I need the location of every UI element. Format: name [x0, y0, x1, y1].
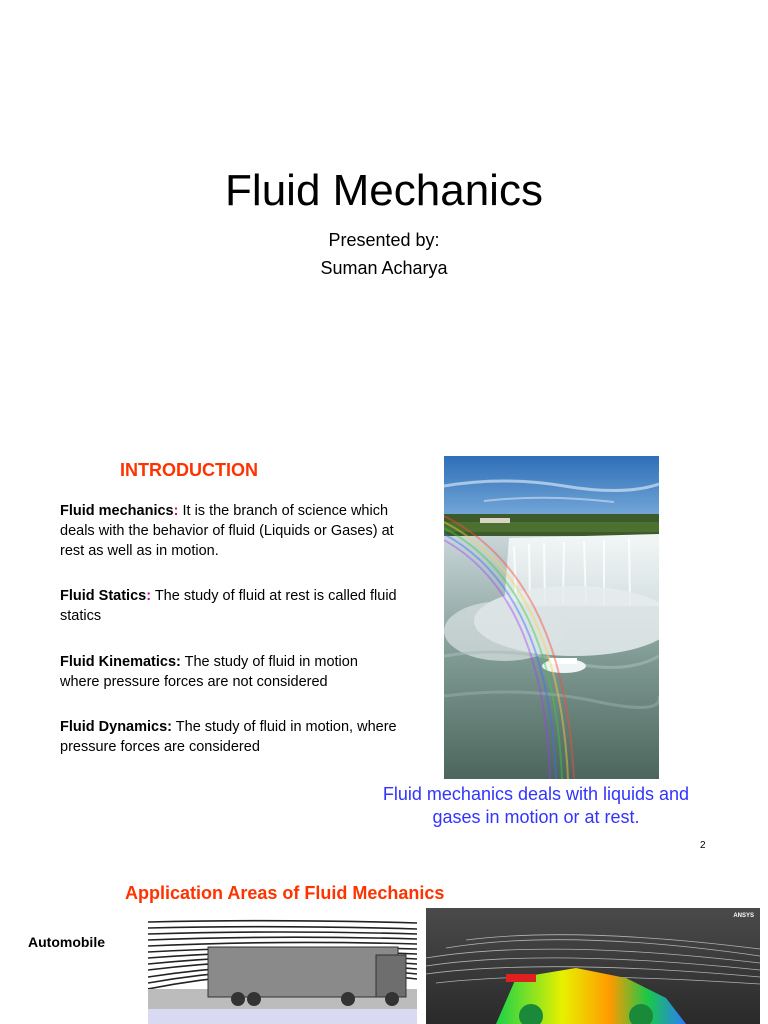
author-name: Suman Acharya — [320, 258, 448, 278]
truck-flow-image — [148, 917, 417, 1024]
cfd-race-car-image — [426, 908, 760, 1024]
presented-by-label: Presented by: — [328, 230, 440, 250]
term-colon: : — [173, 503, 179, 519]
term-fluid-statics: Fluid Statics — [60, 588, 147, 604]
definition-text: The study of fluid at rest is called fluid statics — [60, 588, 397, 624]
paragraph-fluid-dynamics — [60, 717, 400, 757]
slide-title: Fluid Mechanics — [225, 166, 543, 215]
waterfall-photo — [444, 456, 659, 779]
paragraph-fluid-statics — [60, 586, 400, 626]
ansys-logo: ANSYS — [733, 913, 754, 919]
term-colon: : — [146, 588, 152, 604]
definition-text: The study of fluid in motion where pressure forces are not considered — [60, 654, 358, 690]
paragraph-fluid-kinematics — [60, 652, 400, 692]
photo-caption: Fluid mechanics deals with liquids and gases in motion or at rest. — [382, 784, 690, 827]
term-fluid-dynamics: Fluid Dynamics: — [60, 719, 172, 735]
page-number: 2 — [700, 840, 706, 851]
term-fluid-kinematics: Fluid Kinematics: — [60, 654, 181, 670]
term-fluid-mechanics: Fluid mechanics — [60, 503, 174, 519]
application-areas-heading: Application Areas of Fluid Mechanics — [125, 883, 445, 903]
definition-text: It is the branch of science which deals with the behavior of fluid (Liquids or Gases) at rest as well as in motion. — [60, 503, 394, 559]
definition-text: The study of fluid in motion, where pressure forces are considered — [60, 719, 397, 755]
automobile-label: Automobile — [28, 934, 105, 950]
introduction-heading: INTRODUCTION — [120, 460, 258, 480]
paragraph-fluid-mechanics — [60, 501, 400, 561]
